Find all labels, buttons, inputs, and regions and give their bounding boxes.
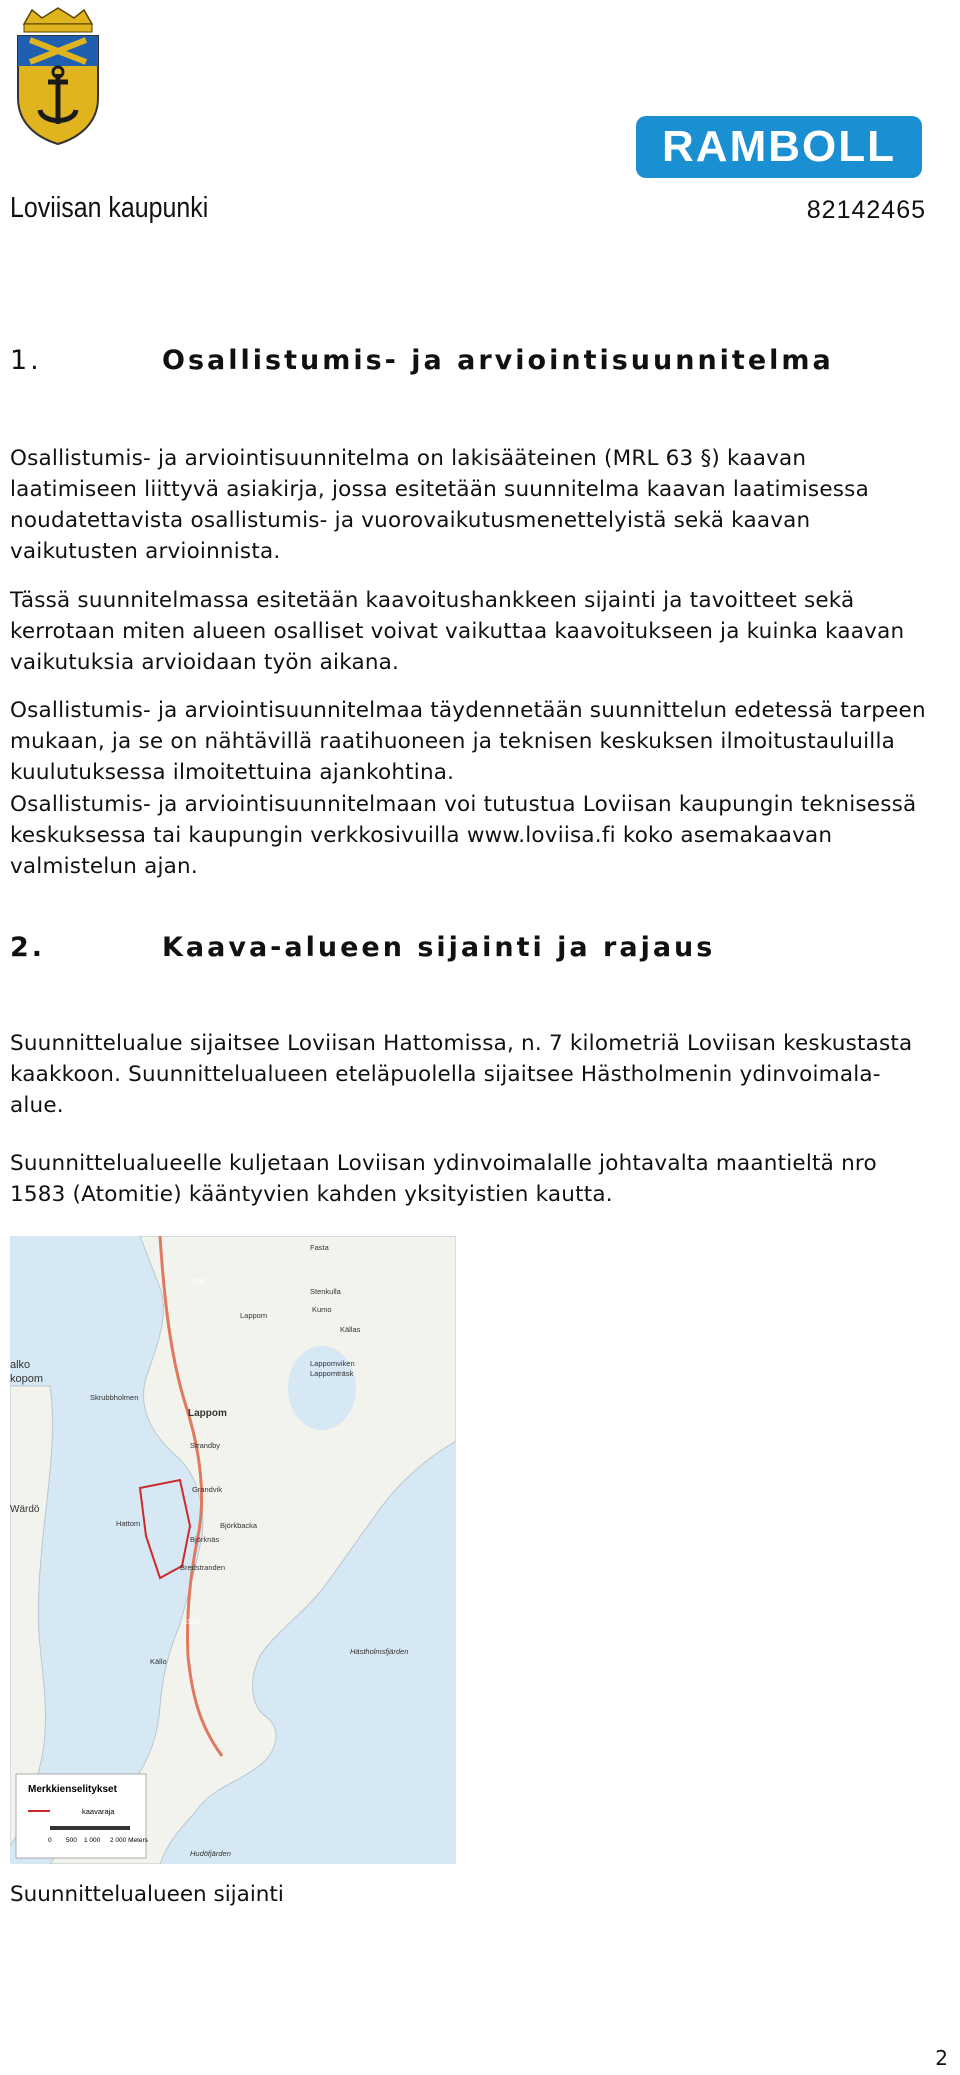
map-label: Källas — [340, 1325, 361, 1334]
map-label: Fasta — [310, 1243, 329, 1252]
map-road-number: 1583 — [184, 1619, 200, 1626]
section-1-title: Osallistumis- ja arviointisuunnitelma — [162, 345, 834, 376]
map-scale-label: 500 — [66, 1837, 77, 1844]
section-1-paragraph: Osallistumis- ja arviointisuunnitelma on lakisääteinen (MRL 63 §) kaavan laatimiseen liittyvä asiakirja, jossa esitetään suunnitelma kaavan laatimisessa noudatettavista osallistumis- ja vuorovaikutusmenettelyistä sekä kaavan vaikutusten arvioinnista. — [10, 446, 869, 564]
map-label: Bredstranden — [180, 1563, 226, 1572]
section-1-paragraph: Osallistumis- ja arviointisuunnitelmaa täydennetään suunnittelun edetessä tarpeen mukaan, ja se on nähtävillä raatihuoneen ja teknisen keskuksen ilmoitustauluilla kuulutuksessa ilmoitettuina ajankohtina. — [10, 698, 926, 785]
map-label: Hudöfjärden — [190, 1849, 231, 1858]
map-label: Kumo — [312, 1305, 332, 1314]
section-1-heading — [10, 345, 834, 376]
section-2-title: Kaava-alueen sijainti ja rajaus — [162, 932, 716, 963]
section-1-paragraph: Osallistumis- ja arviointisuunnitelmaan voi tutustua Loviisan kaupungin teknisessä keskuksessa tai kaupungin verkkosivuilla www.loviisa.fi koko asemakaavan valmistelun ajan. — [10, 792, 917, 879]
map-label: Hästholmsfjärden — [350, 1647, 409, 1656]
section-2-paragraph: Suunnittelualue sijaitsee Loviisan Hattomissa, n. 7 kilometriä Loviisan keskustasta kaakkoon. Suunnittelualueen eteläpuolella sijaitsee Hästholmenin ydinvoimala-alue. — [10, 1031, 913, 1118]
section-2-paragraph: Suunnittelualueelle kuljetaan Loviisan ydinvoimalalle johtavalta maantieltä nro 1583 (Atomitie) kääntyvien kahden yksityistien kautta. — [10, 1151, 877, 1207]
loviisa-coat-of-arms-icon — [12, 6, 104, 146]
map-label: Strandby — [190, 1441, 221, 1450]
section-2-heading — [10, 932, 715, 963]
section-1-number: 1. — [10, 345, 42, 376]
map-caption: Suunnittelualueen sijainti — [10, 1882, 284, 1907]
map-legend — [16, 1774, 149, 1858]
map-label: kopom — [10, 1373, 44, 1385]
map-scale-label: 0 — [48, 1837, 52, 1844]
map-label: Björkbacka — [220, 1521, 258, 1530]
section-2-number: 2. — [10, 932, 46, 963]
map-label: Lappomträsk — [310, 1369, 354, 1378]
map-label: Björknäs — [190, 1535, 220, 1544]
map-road-number: 1583 — [190, 1279, 206, 1286]
map-legend-item: kaavaraja — [82, 1807, 115, 1816]
map-label: Grandvik — [192, 1485, 223, 1494]
map-scale-label: 2 000 Meters — [110, 1837, 148, 1844]
ramboll-logo — [636, 116, 922, 178]
document-number: 82142465 — [806, 196, 926, 224]
map-label: Skrubbholmen — [90, 1393, 139, 1402]
map-label: Lappom — [188, 1408, 227, 1419]
map-label: Wärdö — [10, 1504, 40, 1515]
map-label: alko — [10, 1359, 31, 1371]
map-label: Hattom — [116, 1519, 141, 1528]
map-scale-label: 1 000 — [84, 1837, 101, 1844]
map-label: Källo — [150, 1657, 167, 1666]
map-label: Lappom — [240, 1311, 268, 1320]
section-1-paragraph: Tässä suunnitelmassa esitetään kaavoitushankkeen sijainti ja tavoitteet sekä kerrotaan miten alueen osalliset voivat vaikuttaa kaavoitukseen ja kuinka kaavan vaikutuksia arvioidaan työn aikana. — [10, 588, 905, 675]
map-label: Stenkulla — [310, 1287, 341, 1296]
location-map — [10, 1236, 456, 1864]
city-name: Loviisan kaupunki — [10, 192, 209, 224]
ramboll-logo-text: RAMBOLL — [662, 122, 896, 171]
map-scale-bar — [50, 1826, 130, 1830]
page-number: 2 — [935, 2046, 948, 2070]
map-legend-title: Merkkienselitykset — [28, 1784, 117, 1795]
map-label: Lappomviken — [310, 1359, 355, 1368]
